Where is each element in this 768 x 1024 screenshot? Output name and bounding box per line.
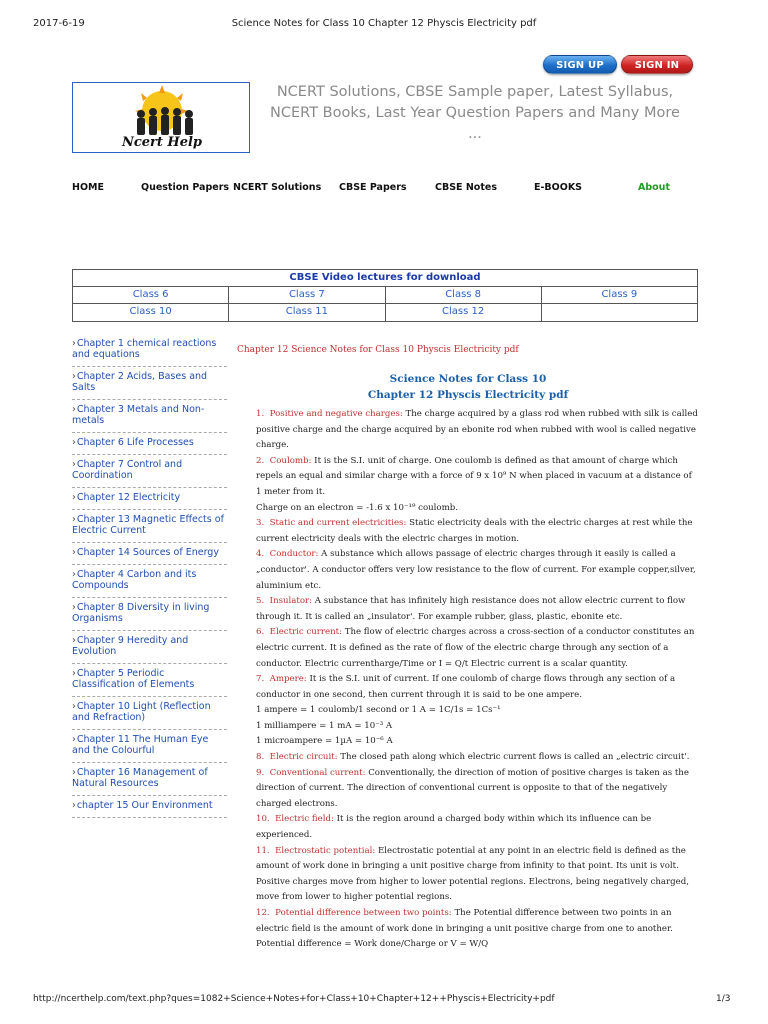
note-term: Static and current electricities: [269, 518, 407, 529]
nav-ebooks[interactable]: E-BOOKS [534, 182, 583, 193]
article-content [237, 345, 699, 953]
logo-text: Ncert Help [121, 135, 203, 150]
sidebar-item[interactable]: › Chapter 4 Carbon and its Compounds [72, 565, 227, 598]
sidebar-item[interactable]: › Chapter 1 chemical reactions and equations [72, 334, 227, 367]
site-tagline [252, 82, 698, 145]
video-table-header[interactable]: CBSE Video lectures for download [73, 270, 697, 287]
video-class-12[interactable]: Class 12 [386, 304, 542, 321]
note-item [256, 703, 699, 719]
tagline-line-2: NCERT Books, Last Year Question Papers and Many More [270, 105, 680, 121]
note-text: 1 microampere = 1µA = 10⁻⁶ A [256, 736, 393, 747]
note-term: Potential difference between two points: [275, 908, 452, 918]
nav-cbse-notes[interactable]: CBSE Notes [435, 182, 497, 193]
note-text: It is the S.I. unit of charge. One coulomb is defined as that amount of charge which repels an equal and similar charge with a force of 9 x 10⁹ N when placed in vacuum at a distance of 1 meter from it. [256, 455, 692, 497]
note-item [256, 906, 699, 937]
note-text: It is the S.I. unit of current. If one coulomb of charge flows through any section of a conductor in one second, then current through it is said to be one ampere. [256, 674, 676, 700]
nav-cbse-papers[interactable]: CBSE Papers [339, 182, 407, 193]
note-number: 8. [256, 752, 265, 763]
video-table-row [73, 304, 697, 321]
sidebar-item[interactable]: › Chapter 16 Management of Natural Resources [72, 763, 227, 796]
note-item [256, 844, 699, 906]
note-text: The charge acquired by a glass rod when rubbed with silk is called positive charge and the charge acquired by an ebonite rod when rubbed with wool is called negative charge. [256, 409, 698, 451]
note-item [256, 766, 699, 813]
note-term: Electrostatic potential: [275, 845, 376, 856]
print-header [0, 18, 768, 32]
print-date: 2017-6-19 [33, 18, 85, 29]
note-text: Charge on an electron = -1.6 x 10⁻¹⁹ coulomb. [256, 502, 458, 513]
note-text: The flow of electric charges across a cross-section of a conductor constitutes an electric current. It is defined as the rate of flow of the electric charge through any section of a conductor. Electric currentharge/Time or I = Q/t Electric current is a scalar quantity. [256, 627, 695, 669]
page-url: http://ncerthelp.com/text.php?ques=1082+Science+Notes+for+Class+10+Chapter+12++Physcis+Electricity+pdf [33, 994, 555, 1004]
nav-ncert-solutions[interactable]: NCERT Solutions [233, 182, 322, 193]
video-lectures-table [72, 269, 698, 322]
note-item [256, 501, 699, 517]
chapter-sidebar [72, 334, 227, 818]
video-empty-cell [542, 304, 697, 321]
note-text: A substance that has infinitely high resistance does not allow electric current to flow through it. It is called an „insulator'. For example rubber, glass, plastic, ebonite etc. [256, 596, 686, 622]
main-nav [0, 182, 768, 196]
sidebar-item[interactable]: › chapter 15 Our Environment [72, 796, 227, 818]
note-term: Electric current: [269, 627, 342, 638]
article-heading: Chapter 12 Science Notes for Class 10 Physcis Electricity pdf [237, 345, 519, 355]
sidebar-item[interactable]: › Chapter 2 Acids, Bases and Salts [72, 367, 227, 400]
note-number: 11. [256, 845, 270, 856]
sidebar-item[interactable]: › Chapter 14 Sources of Energy [72, 543, 227, 565]
sidebar-item[interactable]: › Chapter 12 Electricity [72, 488, 227, 510]
note-text: Static electricity deals with the electric charges at rest while the current electricity deals with the electric charges in motion. [256, 518, 693, 544]
note-item [256, 516, 699, 547]
video-class-9[interactable]: Class 9 [601, 289, 638, 300]
nav-home[interactable]: HOME [72, 182, 104, 193]
note-number: 9. [256, 767, 265, 778]
note-number: 12. [256, 908, 270, 918]
note-item [256, 547, 699, 594]
note-item [256, 594, 699, 625]
note-item [256, 812, 699, 843]
sidebar-item[interactable]: › Chapter 6 Life Processes [72, 433, 227, 455]
note-number: 1. [256, 409, 265, 419]
video-class-7[interactable]: Class 7 [229, 287, 385, 303]
sidebar-item[interactable]: › Chapter 7 Control and Coordination [72, 455, 227, 488]
sidebar-item[interactable]: › Chapter 5 Periodic Classification of Elements [72, 664, 227, 697]
notes-list [237, 407, 699, 953]
sidebar-item[interactable]: › Chapter 8 Diversity in living Organisms [72, 598, 227, 631]
note-number: 10. [256, 814, 270, 825]
note-text: Electrostatic potential at any point in an electric field is defined as the amount of work done in bringing a unit positive charge from infinity to that point. Its unit is volt. Positive charges move from higher to lower potential regions. Electrons, being negatively charged, move from lower to higher potential regions. [256, 845, 689, 903]
note-text: Conventionally, the direction of motion of positive charges is taken as the direction of current. The direction of conventional current is opposite to that of the negatively charged electrons. [256, 767, 689, 809]
note-item [256, 454, 699, 501]
note-text: 1 ampere = 1 coulomb/1 second or 1 A = 1C/1s = 1Cs⁻¹ [256, 705, 501, 716]
note-item [256, 750, 699, 766]
note-term: Conventional current: [269, 767, 366, 778]
note-number: 7. [256, 674, 265, 685]
signin-button[interactable]: SIGN IN [621, 55, 693, 74]
video-class-11[interactable]: Class 11 [229, 304, 385, 321]
note-term: Conductor: [269, 549, 319, 560]
note-number: 5. [256, 596, 265, 607]
note-number: 3. [256, 518, 265, 529]
note-term: Coulomb: [269, 455, 312, 466]
logo-figures-icon [73, 83, 251, 154]
signup-button[interactable]: SIGN UP [543, 55, 617, 74]
nav-about[interactable]: About [638, 182, 670, 193]
note-item [256, 937, 699, 953]
note-term: Electric circuit: [269, 752, 338, 763]
note-item [256, 407, 699, 454]
note-text: It is the region around a charged body within which its influence can be experienced. [256, 814, 652, 841]
note-item [256, 625, 699, 672]
note-text: The closed path along which electric current flows is called an „electric circuit'. [340, 752, 690, 763]
note-item [256, 672, 699, 703]
sidebar-item[interactable]: › Chapter 11 The Human Eye and the Colourful [72, 730, 227, 763]
tagline-line-1: NCERT Solutions, CBSE Sample paper, Latest Syllabus, [276, 84, 674, 100]
video-class-10[interactable]: Class 10 [73, 304, 229, 321]
video-table-row [73, 287, 697, 304]
article-title: Science Notes for Class 10 [389, 373, 547, 385]
sidebar-item[interactable]: › Chapter 3 Metals and Non-metals [72, 400, 227, 433]
print-title: Science Notes for Class 10 Chapter 12 Physcis Electricity pdf [231, 18, 537, 29]
note-term: Electric field: [275, 814, 334, 825]
note-term: Insulator: [269, 596, 313, 607]
note-term: Positive and negative charges: [269, 409, 403, 419]
note-text: The Potential difference between two points in an electric field is the amount of work done in bringing a unit positive charge from one to another. [256, 908, 673, 934]
note-number: 4. [256, 549, 265, 560]
note-number: 6. [256, 627, 265, 638]
note-text: A substance which allows passage of electric charges through it easily is called a „conductor'. A conductor offers very low resistance to the flow of current. For example copper,silver, aluminium etc. [256, 549, 696, 591]
page-number: 1/3 [716, 994, 731, 1004]
video-class-8[interactable]: Class 8 [386, 287, 542, 303]
tagline-line-3: ... [468, 126, 482, 142]
note-text: 1 milliampere = 1 mA = 10⁻³ A [256, 720, 393, 731]
note-text: Potential difference = Work done/Charge or V = W/Q [256, 939, 489, 950]
nav-question-papers[interactable]: Question Papers [141, 182, 230, 193]
note-item [256, 719, 699, 735]
site-logo[interactable] [72, 82, 250, 153]
sidebar-item[interactable]: › Chapter 9 Heredity and Evolution [72, 631, 227, 664]
video-class-6[interactable]: Class 6 [73, 287, 229, 303]
sidebar-item[interactable]: › Chapter 10 Light (Reflection and Refraction) [72, 697, 227, 730]
note-number: 2. [256, 455, 265, 466]
note-item [256, 734, 699, 750]
article-subtitle: Chapter 12 Physcis Electricity pdf [367, 389, 569, 401]
note-term: Ampere: [269, 674, 307, 685]
sidebar-item[interactable]: › Chapter 13 Magnetic Effects of Electric Current [72, 510, 227, 543]
